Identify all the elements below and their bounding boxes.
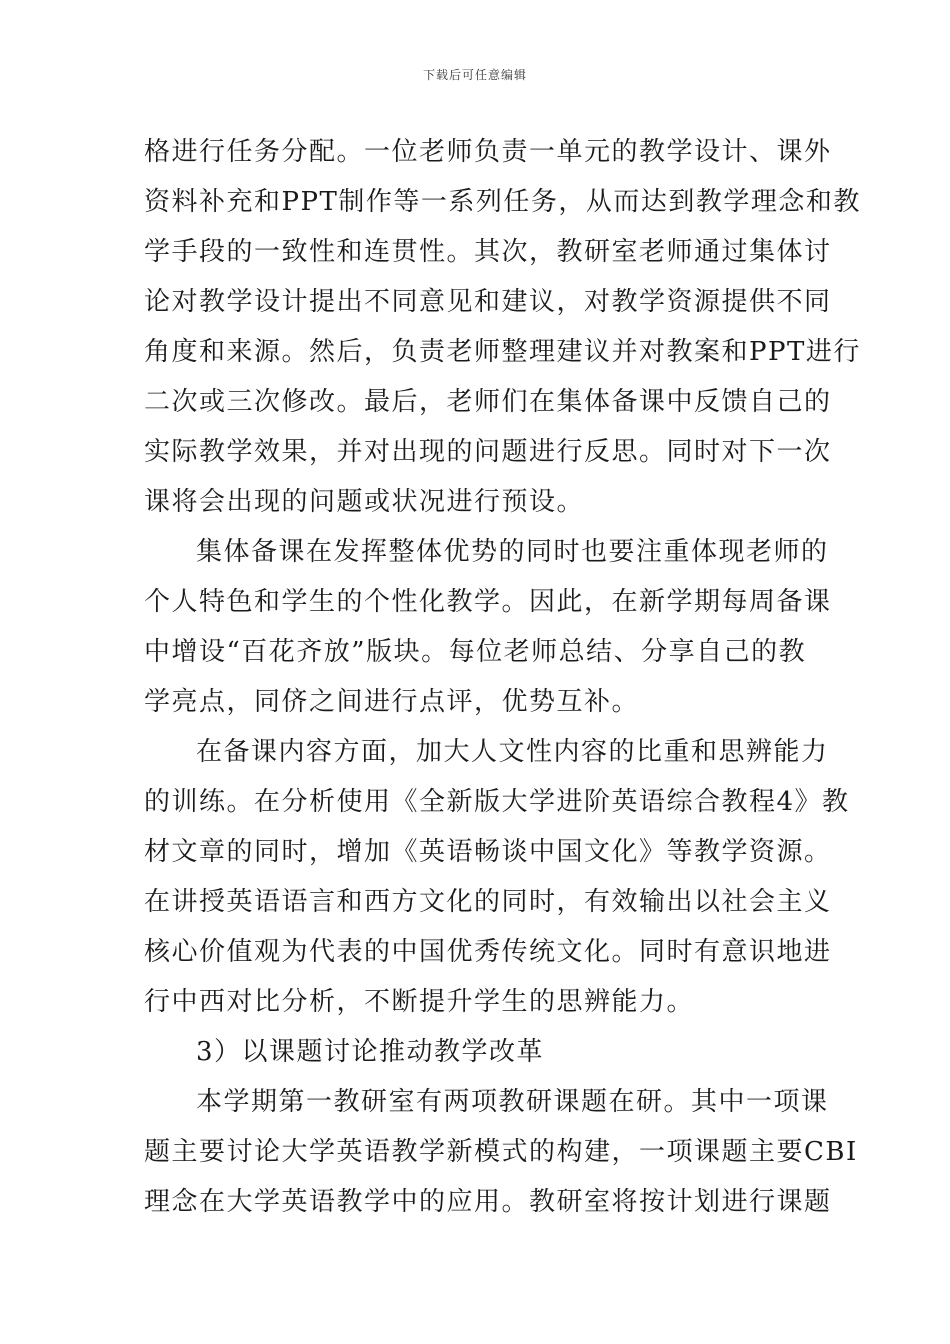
text-line: 中增设“百花齐放”版块。每位老师总结、分享自己的教 [144,637,807,667]
text-line: 格进行任务分配。一位老师负责一单元的教学设计、课外 [144,137,832,167]
text-line: 题主要讨论大学英语教学新模式的构建，一项课题主要CBI [144,1137,858,1167]
text-line: 行中西对比分析，不断提升学生的思辨能力。 [144,987,695,1017]
text-line: 学亮点，同侪之间进行点评，优势互补。 [144,687,640,717]
text-line: 材文章的同时，增加《英语畅谈中国文化》等教学资源。 [144,837,832,867]
text-line: 二次或三次修改。最后，老师们在集体备课中反馈自己的 [144,387,832,417]
paragraph-first-line: 在备课内容方面，加大人文性内容的比重和思辨能力 [196,737,829,767]
text-line: 在讲授英语语言和西方文化的同时，有效输出以社会主义 [144,887,832,917]
page-header: 下载后可任意编辑 [422,68,527,82]
paragraph-first-line: 本学期第一教研室有两项教研课题在研。其中一项课 [196,1087,829,1117]
text-line: 个人特色和学生的个性化教学。因此，在新学期每周备课 [144,587,832,617]
text-line: 理念在大学英语教学中的应用。教研室将按计划进行课题 [144,1187,832,1217]
text-line: 的训练。在分析使用《全新版大学进阶英语综合教程4》教 [144,787,850,817]
text-line: 核心价值观为代表的中国优秀传统文化。同时有意识地进 [144,937,832,967]
text-line: 角度和来源。然后，负责老师整理建议并对教案和PPT进行 [144,337,861,367]
text-line: 课将会出现的问题或状况进行预设。 [144,487,585,517]
section-heading: 3）以课题讨论推动教学改革 [196,1037,545,1067]
text-line: 学手段的一致性和连贯性。其次，教研室老师通过集体讨 [144,237,832,267]
text-line: 实际教学效果，并对出现的问题进行反思。同时对下一次 [144,437,832,467]
text-line: 论对教学设计提出不同意见和建议，对教学资源提供不同 [144,287,832,317]
paragraph-first-line: 集体备课在发挥整体优势的同时也要注重体现老师的 [196,537,829,567]
text-line: 资料补充和PPT制作等一系列任务，从而达到教学理念和教 [144,187,861,217]
